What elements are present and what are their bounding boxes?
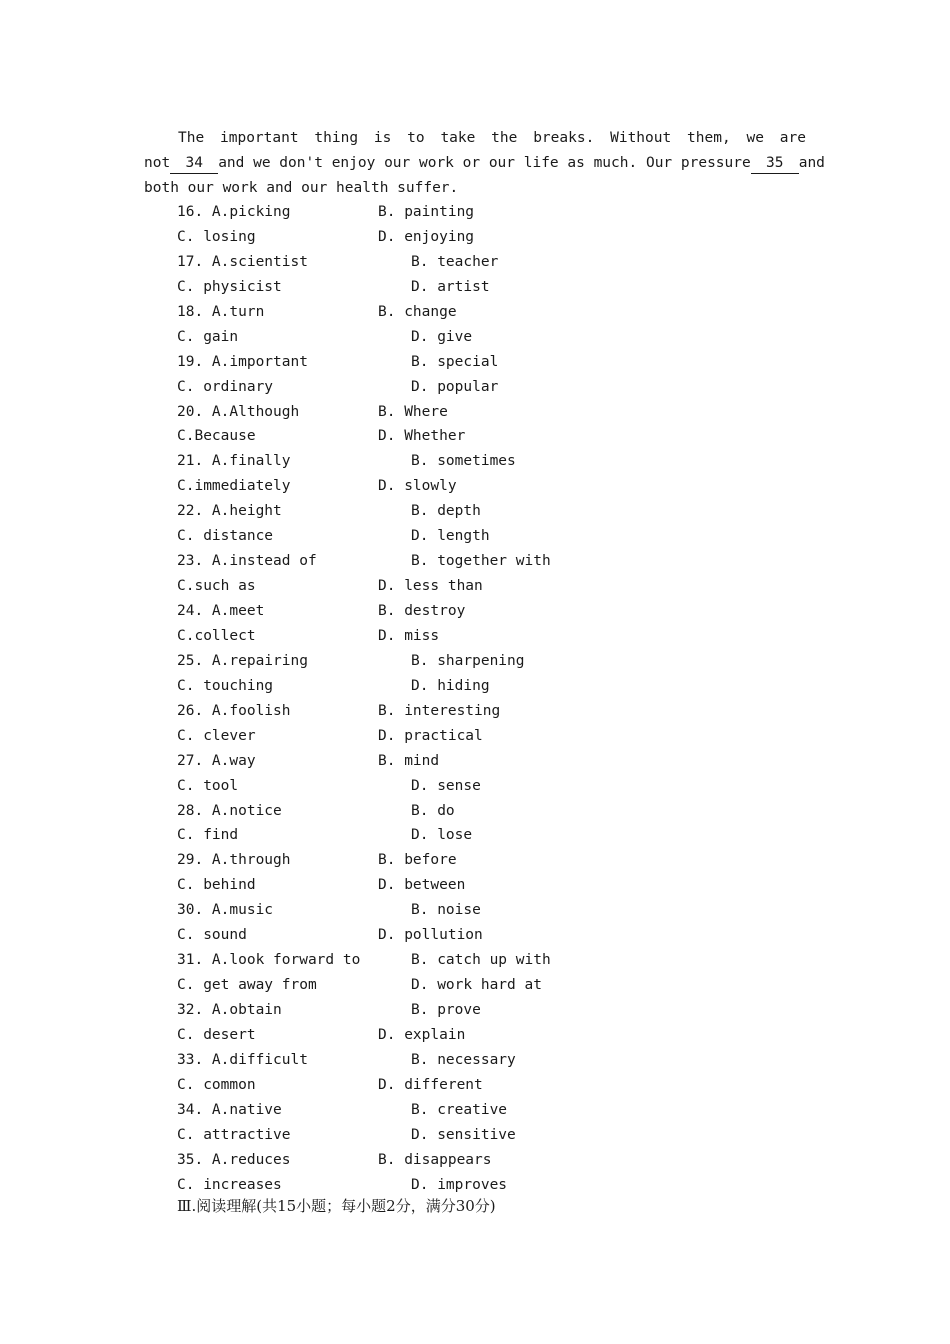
question-row-cd [177,624,777,649]
option-b: B. sometimes [411,453,516,470]
option-b: B. sharpening [411,652,525,669]
option-c: C. increases [177,1176,282,1193]
option-d: D. sense [411,777,481,794]
option-d: D. work hard at [411,977,542,994]
word: them, [687,130,731,146]
option-d: D. popular [411,378,499,395]
option-a: 16. A.picking [177,204,291,220]
option-d: D. explain [378,1026,466,1043]
word: Without [610,130,672,146]
option-d: D. lose [411,827,473,844]
option-c: C. behind [177,877,256,894]
option-a: 29. A.through [177,852,291,869]
word: are [779,130,806,146]
option-b: B. painting [378,204,475,220]
question-row-cd [177,973,777,998]
option-d: D. artist [411,278,490,295]
question-row-cd [177,1073,777,1098]
option-b: B. Where [378,403,448,420]
question-row-ab [177,549,777,574]
option-c: C.immediately [177,478,291,495]
option-d: D. give [411,328,473,345]
word: breaks. [533,130,595,146]
option-c: C.Because [177,428,256,445]
option-b: B. interesting [378,702,501,719]
question-row-cd [177,474,777,499]
question-row-ab [177,599,777,624]
option-d: D. improves [411,1176,508,1193]
question-row-cd [177,923,777,948]
word: to [407,130,425,146]
question-row-cd [177,325,777,350]
question-row-ab [177,1048,777,1073]
question-row-cd [177,524,777,549]
option-d: D. hiding [411,677,490,694]
word: the [491,130,518,146]
option-a: 26. A.foolish [177,702,291,719]
option-c: C. get away from [177,977,317,994]
option-c: C. gain [177,328,239,345]
option-b: B. noise [411,902,481,919]
option-d: D. less than [378,578,483,595]
option-b: B. do [411,802,455,819]
option-c: C. distance [177,528,274,545]
question-row-ab [177,400,777,425]
option-a: 22. A.height [177,503,282,520]
option-c: C.collect [177,627,256,644]
option-b: B. change [378,303,457,320]
option-d: D. practical [378,727,483,744]
answer-blank-35: 35 [751,153,799,174]
question-row-cd [177,574,777,599]
option-d: D. enjoying [378,228,475,245]
question-row-cd [177,424,777,449]
question-row-cd [177,774,777,799]
option-b: B. catch up with [411,952,551,969]
question-row-ab [177,948,777,973]
question-row-cd [177,275,777,300]
question-row-cd [177,1173,777,1198]
option-a: 21. A.finally [177,453,291,470]
passage-fragment [144,151,825,176]
option-a: 28. A.notice [177,802,282,819]
question-row-cd [177,823,777,848]
option-d: D. Whether [378,428,466,445]
question-row-ab [177,699,777,724]
question-row-cd [177,1023,777,1048]
option-b: B. prove [411,1002,481,1018]
question-options-list [177,200,777,1198]
question-row-ab [177,1148,777,1173]
option-a: 24. A.meet [177,603,265,619]
passage-line-1 [144,126,806,151]
option-c: C. physicist [177,278,282,295]
word: important [220,130,299,146]
option-c: C. losing [177,228,256,245]
option-d: D. different [378,1076,483,1093]
option-b: B. creative [411,1101,508,1118]
word: is [373,130,392,146]
option-d: D. slowly [378,478,457,495]
option-a: 35. A.reduces [177,1151,291,1168]
option-d: D. sensitive [411,1126,516,1143]
question-row-ab [177,848,777,873]
question-row-ab [177,499,777,524]
option-d: D. pollution [378,927,483,944]
passage-line-3: both our work and our health suffer. [144,180,459,196]
option-c: C. ordinary [177,378,274,395]
option-b: B. together with [411,553,551,570]
word: The [178,130,205,146]
option-a: 32. A.obtain [177,1002,282,1018]
text: not [144,155,171,171]
option-d: D. miss [378,627,440,644]
option-c: C. common [177,1076,256,1093]
option-a: 25. A.repairing [177,652,308,669]
question-row-ab [177,300,777,325]
option-c: C. find [177,827,239,844]
option-a: 27. A.way [177,752,256,769]
option-a: 30. A.music [177,902,274,919]
question-row-ab [177,350,777,375]
question-row-cd [177,674,777,699]
word: we [746,130,764,146]
option-c: C. touching [177,677,274,694]
option-a: 33. A.difficult [177,1051,308,1068]
question-row-cd [177,225,777,250]
option-a: 18. A.turn [177,303,265,320]
option-b: B. necessary [411,1051,516,1068]
option-b: B. before [378,852,457,869]
option-a: 20. A.Although [177,403,300,420]
text: and we don't enjoy our work or our life as much. Our pressure [218,155,751,171]
option-b: B. disappears [378,1151,492,1168]
question-row-ab [177,998,777,1023]
question-row-ab [177,449,777,474]
option-c: C. desert [177,1026,256,1043]
option-b: B. special [411,353,499,370]
section-heading: Ⅲ.阅读理解(共15小题；每小题2分，满分30分) [177,1197,496,1215]
option-a: 34. A.native [177,1101,282,1118]
word: take [440,130,476,146]
option-a: 23. A.instead of [177,553,317,570]
option-b: B. depth [411,503,481,520]
question-row-ab [177,649,777,674]
question-row-ab [177,799,777,824]
option-c: C. clever [177,727,256,744]
option-d: D. between [378,877,466,894]
passage-line-2 [144,151,825,176]
option-c: C. tool [177,777,239,794]
option-c: C. sound [177,927,247,944]
passage-text [144,126,825,201]
option-a: 19. A.important [177,353,308,370]
option-a: 17. A.scientist [177,253,308,270]
option-a: 31. A.look forward to [177,952,361,969]
text: and [798,155,825,171]
word: thing [314,130,359,146]
question-row-ab [177,250,777,275]
question-row-ab [177,1098,777,1123]
answer-blank-34: 34 [170,153,218,174]
question-row-cd [177,873,777,898]
option-c: C. attractive [177,1126,291,1143]
option-d: D. length [411,528,490,545]
option-b: B. teacher [411,253,499,270]
option-b: B. destroy [378,603,466,619]
question-row-ab [177,200,777,225]
question-row-cd [177,724,777,749]
question-row-cd [177,1123,777,1148]
question-row-ab [177,749,777,774]
question-row-ab [177,898,777,923]
question-row-cd [177,375,777,400]
option-b: B. mind [378,752,440,769]
option-c: C.such as [177,578,256,595]
